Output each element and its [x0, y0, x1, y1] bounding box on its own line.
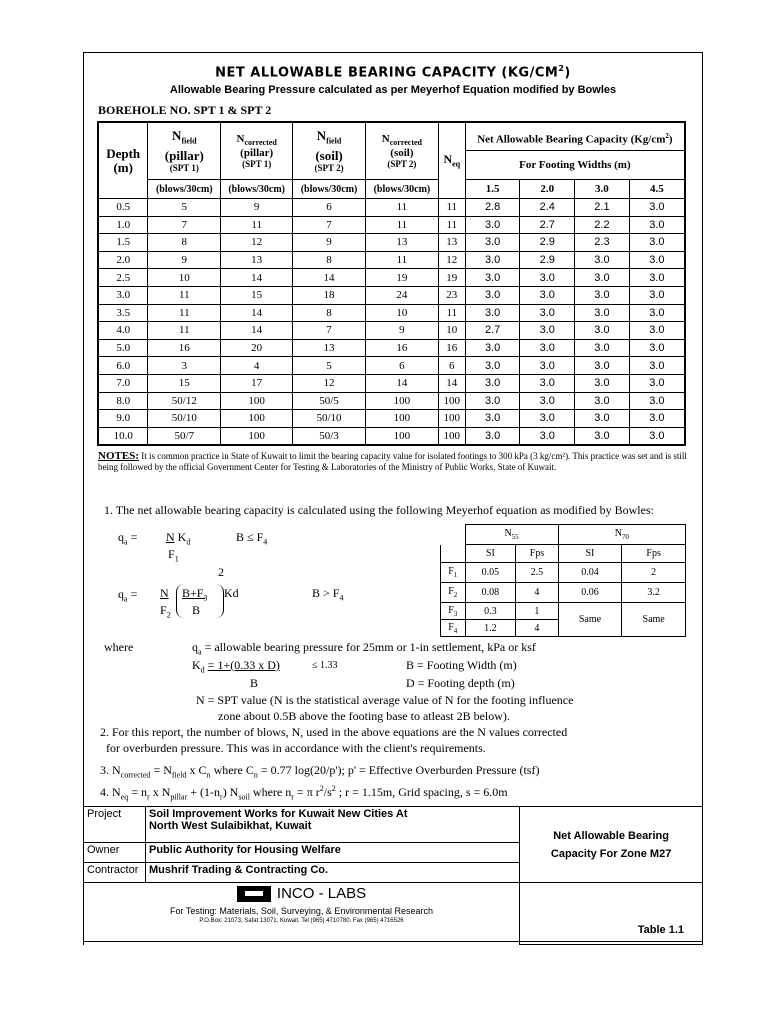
n-value-cell: 50/10: [293, 410, 366, 428]
capacity-cell: 3.0: [575, 269, 630, 287]
kd-denominator: B: [250, 676, 259, 690]
company-block: [83, 885, 520, 924]
equation-2-condition: $B > F_4$: [312, 586, 344, 603]
capacity-cell: 3.0: [575, 286, 630, 304]
n-value-cell: 16: [438, 339, 465, 357]
width-4-5: 4.5: [629, 180, 685, 199]
where-label: where: [104, 640, 134, 654]
equation-2-denominator: $F_2$: [160, 603, 171, 620]
equation-2-numerator: N: [160, 586, 169, 600]
n-value-cell: 8: [293, 304, 366, 322]
coef-same: Same: [558, 603, 622, 637]
n-value-cell: 6: [438, 357, 465, 375]
n-value-cell: 100: [221, 427, 293, 445]
capacity-cell: 3.0: [465, 357, 520, 375]
n-value-cell: 20: [221, 339, 293, 357]
contractor-label: Contractor: [84, 863, 146, 883]
capacity-cell: 3.0: [575, 322, 630, 340]
n-value-cell: 100: [438, 410, 465, 428]
equation-1-condition: $B \le F_4$: [236, 530, 268, 547]
n-value-cell: 14: [221, 269, 293, 287]
n-value-cell: 50/12: [148, 392, 221, 410]
n-value-cell: 12: [438, 251, 465, 269]
company-tagline: For Testing: Materials, Soil, Surveying, & Environmental Research: [170, 906, 433, 917]
coefficient-table: [440, 524, 686, 637]
capacity-cell: 3.0: [520, 269, 575, 287]
n-value-cell: 10: [148, 269, 221, 287]
depth-cell: 2.0: [98, 251, 148, 269]
n-value-cell: 9: [365, 322, 438, 340]
n-value-cell: 11: [438, 304, 465, 322]
capacity-cell: 3.0: [629, 427, 685, 445]
n-value-cell: 100: [438, 427, 465, 445]
borehole-label: BOREHOLE NO. SPT 1 & SPT 2: [98, 103, 272, 117]
capacity-cell: 3.0: [465, 269, 520, 287]
n-value-cell: 16: [365, 339, 438, 357]
capacity-cell: 3.0: [520, 374, 575, 392]
capacity-cell: 3.0: [465, 304, 520, 322]
n-value-cell: 14: [365, 374, 438, 392]
n-value-cell: 7: [293, 322, 366, 340]
n-value-cell: 13: [438, 234, 465, 252]
n-value-cell: 12: [293, 374, 366, 392]
table-reference: Table 1.1: [520, 883, 703, 945]
blows-unit: (blows/30cm): [221, 180, 293, 199]
capacity-cell: 3.0: [465, 339, 520, 357]
owner-value: Public Authority for Housing Welfare: [145, 843, 519, 863]
table-row: [98, 216, 685, 234]
n-value-cell: 11: [221, 216, 293, 234]
capacity-cell: 3.0: [465, 251, 520, 269]
n-value-cell: 11: [148, 286, 221, 304]
coef-cell: 1.2: [465, 620, 516, 637]
table-row: [98, 374, 685, 392]
n-definition: N = SPT value (N is the statistical average value of N for the footing influence: [196, 693, 574, 707]
depth-cell: 6.0: [98, 357, 148, 375]
n-value-cell: 5: [148, 199, 221, 217]
coef-f2: $F_2$: [441, 583, 466, 603]
capacity-cell: 3.0: [520, 357, 575, 375]
coef-cell: 0.06: [558, 583, 622, 603]
n-value-cell: 50/3: [293, 427, 366, 445]
capacity-cell: 3.0: [629, 339, 685, 357]
si-header: SI: [558, 545, 622, 563]
equation-2-exponent: 2: [218, 565, 224, 579]
blows-unit: (blows/30cm): [148, 180, 221, 199]
capacity-cell: 3.0: [520, 322, 575, 340]
equation-2-kd: Kd: [224, 586, 239, 600]
coef-cell: 1: [516, 603, 558, 620]
n-value-cell: 10: [365, 304, 438, 322]
n70-header: $N_{70}$: [558, 525, 685, 545]
zone-title: Net Allowable Bearing Capacity For Zone M27: [520, 807, 703, 883]
capacity-cell: 2.9: [520, 234, 575, 252]
capacity-cell: 3.0: [575, 374, 630, 392]
n-value-cell: 6: [293, 199, 366, 217]
equation-2-bfrac-bottom: B: [192, 603, 201, 617]
page-subtitle: Allowable Bearing Pressure calculated as per Meyerhof Equation modified by Bowles: [169, 84, 617, 96]
capacity-cell: 3.0: [520, 392, 575, 410]
capacity-cell: 3.0: [465, 216, 520, 234]
capacity-cell: 3.0: [575, 251, 630, 269]
depth-cell: 1.5: [98, 234, 148, 252]
blows-unit: (blows/30cm): [293, 180, 366, 199]
coef-f4: $F_4$: [441, 620, 466, 637]
capacity-cell: 3.0: [629, 374, 685, 392]
capacity-cell: 3.0: [520, 286, 575, 304]
equation-2: $q_a$ =: [118, 587, 138, 604]
n-value-cell: 12: [221, 234, 293, 252]
n-value-cell: 11: [148, 304, 221, 322]
table-row: [98, 427, 685, 445]
coef-cell: 3.2: [622, 583, 686, 603]
n-value-cell: 14: [221, 304, 293, 322]
capacity-cell: 3.0: [629, 286, 685, 304]
point-3: 3. $N_{corrected} = N_{field}$ x $C_n$ where $C_n = 0.77$ log(20/p'); p' = Effective Overburden Pressure (tsf): [100, 763, 540, 780]
capacity-cell: 3.0: [629, 234, 685, 252]
capacity-cell: 3.0: [575, 410, 630, 428]
capacity-cell: 3.0: [575, 339, 630, 357]
footer-info: [83, 806, 703, 945]
width-3-0: 3.0: [575, 180, 630, 199]
n-value-cell: 7: [148, 216, 221, 234]
n-value-cell: 19: [365, 269, 438, 287]
n-value-cell: 50/5: [293, 392, 366, 410]
n-value-cell: 9: [293, 234, 366, 252]
blows-unit: (blows/30cm): [365, 180, 438, 199]
capacity-cell: 3.0: [465, 410, 520, 428]
n-value-cell: 8: [293, 251, 366, 269]
inco-logo-icon: [237, 886, 271, 902]
capacity-cell: 3.0: [520, 410, 575, 428]
capacity-cell: 3.0: [629, 251, 685, 269]
n-value-cell: 10: [438, 322, 465, 340]
capacity-cell: 2.3: [575, 234, 630, 252]
n-value-cell: 11: [438, 216, 465, 234]
header-ncorrected-soil: $N_{corrected}$ (soil) (SPT 2): [365, 122, 438, 180]
capacity-cell: 3.0: [465, 286, 520, 304]
n-value-cell: 3: [148, 357, 221, 375]
depth-cell: 5.0: [98, 339, 148, 357]
n-value-cell: 13: [293, 339, 366, 357]
table-row: [98, 269, 685, 287]
n-value-cell: 5: [293, 357, 366, 375]
depth-cell: 0.5: [98, 199, 148, 217]
table-row: [98, 410, 685, 428]
n-value-cell: 50/7: [148, 427, 221, 445]
equation-1: $q_a$ =: [118, 530, 138, 547]
coef-cell: 0.04: [558, 563, 622, 583]
n55-header: $N_{55}$: [465, 525, 558, 545]
table-row: [98, 339, 685, 357]
capacity-cell: 2.7: [465, 322, 520, 340]
n-value-cell: 4: [221, 357, 293, 375]
capacity-cell: 3.0: [575, 427, 630, 445]
fps-header: Fps: [516, 545, 558, 563]
depth-cell: 7.0: [98, 374, 148, 392]
n-value-cell: 18: [293, 286, 366, 304]
capacity-cell: 3.0: [520, 339, 575, 357]
n-value-cell: 100: [221, 392, 293, 410]
header-nfield-soil: $N_{field}$ (soil) (SPT 2): [293, 122, 366, 180]
depth-cell: 3.5: [98, 304, 148, 322]
contractor-value: Mushrif Trading & Contracting Co.: [145, 863, 519, 883]
project-label: Project: [84, 807, 146, 843]
n-value-cell: 11: [148, 322, 221, 340]
coef-same: Same: [622, 603, 686, 637]
n-value-cell: 17: [221, 374, 293, 392]
capacity-cell: 3.0: [629, 304, 685, 322]
coef-f1: $F_1$: [441, 563, 466, 583]
depth-cell: 2.5: [98, 269, 148, 287]
coef-cell: 4: [516, 620, 558, 637]
coef-cell: 2: [622, 563, 686, 583]
depth-cell: 10.0: [98, 427, 148, 445]
n-value-cell: 100: [365, 410, 438, 428]
capacity-cell: 2.2: [575, 216, 630, 234]
point-2: 2. For this report, the number of blows, N, used in the above equations are the N values corrected: [100, 725, 568, 739]
capacity-cell: 3.0: [575, 357, 630, 375]
table-row: [98, 304, 685, 322]
header-ncorrected-pillar: $N_{corrected}$ (pillar) (SPT 1): [221, 122, 293, 180]
d-definition: D = Footing depth (m): [406, 676, 515, 690]
bearing-capacity-table: [97, 121, 686, 446]
capacity-cell: 3.0: [575, 392, 630, 410]
header-neq: $N_{eq}$: [438, 122, 465, 199]
equation-1-denominator: $F_1$: [168, 547, 179, 564]
n-value-cell: 100: [365, 392, 438, 410]
n-value-cell: 7: [293, 216, 366, 234]
capacity-cell: 3.0: [629, 392, 685, 410]
capacity-cell: 3.0: [629, 269, 685, 287]
coef-cell: 0.3: [465, 603, 516, 620]
n-value-cell: 11: [365, 216, 438, 234]
page-title: NET ALLOWABLE BEARING CAPACITY $(KG/CM^2)$: [215, 64, 571, 81]
qa-definition: $q_a$ = allowable bearing pressure for 25mm or 1-in settlement, kPa or ksf: [192, 640, 536, 657]
n-value-cell: 15: [221, 286, 293, 304]
header-nfield-pillar: $N_{field}$ (pillar) (SPT 1): [148, 122, 221, 180]
capacity-cell: 2.4: [520, 199, 575, 217]
coef-cell: 0.08: [465, 583, 516, 603]
table-row: [98, 234, 685, 252]
capacity-cell: 3.0: [465, 374, 520, 392]
table-row: [98, 286, 685, 304]
n-value-cell: 24: [365, 286, 438, 304]
depth-cell: 1.0: [98, 216, 148, 234]
coef-cell: 0.05: [465, 563, 516, 583]
notes: NOTES: It is common practice in State of Kuwait to limit the bearing capacity value for isolated footings to 300 kPa (3 kg/cm²). This practice was set and is still being followed by the official Government Center for Testing & Laboratories of the Ministry of Public Works, State of Kuwait.: [98, 450, 687, 472]
capacity-cell: 2.7: [520, 216, 575, 234]
n-value-cell: 9: [221, 199, 293, 217]
n-value-cell: 14: [438, 374, 465, 392]
capacity-cell: 2.1: [575, 199, 630, 217]
header-capacity: Net Allowable Bearing Capacity $(Kg/cm^2)$ For Footing Widths (m): [465, 122, 685, 180]
fps-header: Fps: [622, 545, 686, 563]
n-value-cell: 15: [148, 374, 221, 392]
capacity-cell: 2.8: [465, 199, 520, 217]
depth-cell: 8.0: [98, 392, 148, 410]
n-value-cell: 14: [221, 322, 293, 340]
n-value-cell: 8: [148, 234, 221, 252]
capacity-cell: 3.0: [629, 357, 685, 375]
capacity-cell: 3.0: [575, 304, 630, 322]
n-value-cell: 13: [365, 234, 438, 252]
width-2-0: 2.0: [520, 180, 575, 199]
company-name: INCO - LABS: [83, 885, 520, 902]
n-value-cell: 11: [365, 199, 438, 217]
n-value-cell: 13: [221, 251, 293, 269]
capacity-cell: 2.9: [520, 251, 575, 269]
n-value-cell: 50/10: [148, 410, 221, 428]
depth-cell: 4.0: [98, 322, 148, 340]
capacity-cell: 3.0: [520, 304, 575, 322]
point-1: 1. The net allowable bearing capacity is calculated using the following Meyerhof equation as modified by Bowles:: [104, 503, 654, 517]
project-value: Soil Improvement Works for Kuwait New Cities At North West Sulaibikhat, Kuwait: [145, 807, 519, 843]
n-value-cell: 11: [438, 199, 465, 217]
width-1-5: 1.5: [465, 180, 520, 199]
table-row: [98, 251, 685, 269]
capacity-cell: 3.0: [465, 234, 520, 252]
n-value-cell: 100: [438, 392, 465, 410]
n-value-cell: 100: [221, 410, 293, 428]
n-value-cell: 11: [365, 251, 438, 269]
b-definition: B = Footing Width (m): [406, 658, 517, 672]
capacity-cell: 3.0: [465, 392, 520, 410]
equation-2-bfrac-top: $B+F_3$: [182, 586, 208, 603]
si-header: SI: [465, 545, 516, 563]
n-value-cell: 23: [438, 286, 465, 304]
n-value-cell: 16: [148, 339, 221, 357]
kd-limit: ≤ 1.33: [312, 660, 338, 671]
kd-definition: $K_d = 1+(0.33$ x D): [192, 658, 280, 675]
table-row: [98, 357, 685, 375]
owner-label: Owner: [84, 843, 146, 863]
equation-1-numerator: N $K_d$: [166, 530, 191, 547]
capacity-cell: 3.0: [520, 427, 575, 445]
capacity-cell: 3.0: [629, 199, 685, 217]
table-row: [98, 392, 685, 410]
point-2-cont: for overburden pressure. This was in accordance with the client's requirements.: [106, 741, 486, 755]
point-4: 4. $N_{eq} = n_r$ x $N_{pillar} + (1-n_r)$ $N_{soil}$ where $n_r = \pi$ $r^2/s^2$ ; r = 1.15m, Grid spacing, s = 6.0m: [100, 784, 508, 802]
n-value-cell: 19: [438, 269, 465, 287]
company-address: P.O.Box: 21073, Safat 13071, Kuwait. Tel (965) 4710780. Fax (965) 4716526: [199, 918, 404, 925]
n-value-cell: 14: [293, 269, 366, 287]
capacity-cell: 3.0: [465, 427, 520, 445]
depth-cell: 3.0: [98, 286, 148, 304]
capacity-cell: 3.0: [629, 216, 685, 234]
n-value-cell: 9: [148, 251, 221, 269]
n-value-cell: 6: [365, 357, 438, 375]
n-value-cell: 100: [365, 427, 438, 445]
depth-cell: 9.0: [98, 410, 148, 428]
header-depth: Depth (m): [98, 122, 148, 199]
capacity-cell: 3.0: [629, 410, 685, 428]
table-row: [98, 199, 685, 217]
capacity-cell: 3.0: [629, 322, 685, 340]
coef-cell: 4: [516, 583, 558, 603]
coef-cell: 2.5: [516, 563, 558, 583]
n-definition-2: zone about 0.5B above the footing base to atleast 2B below).: [218, 709, 510, 723]
table-row: [98, 322, 685, 340]
coef-f3: $F_3$: [441, 603, 466, 620]
